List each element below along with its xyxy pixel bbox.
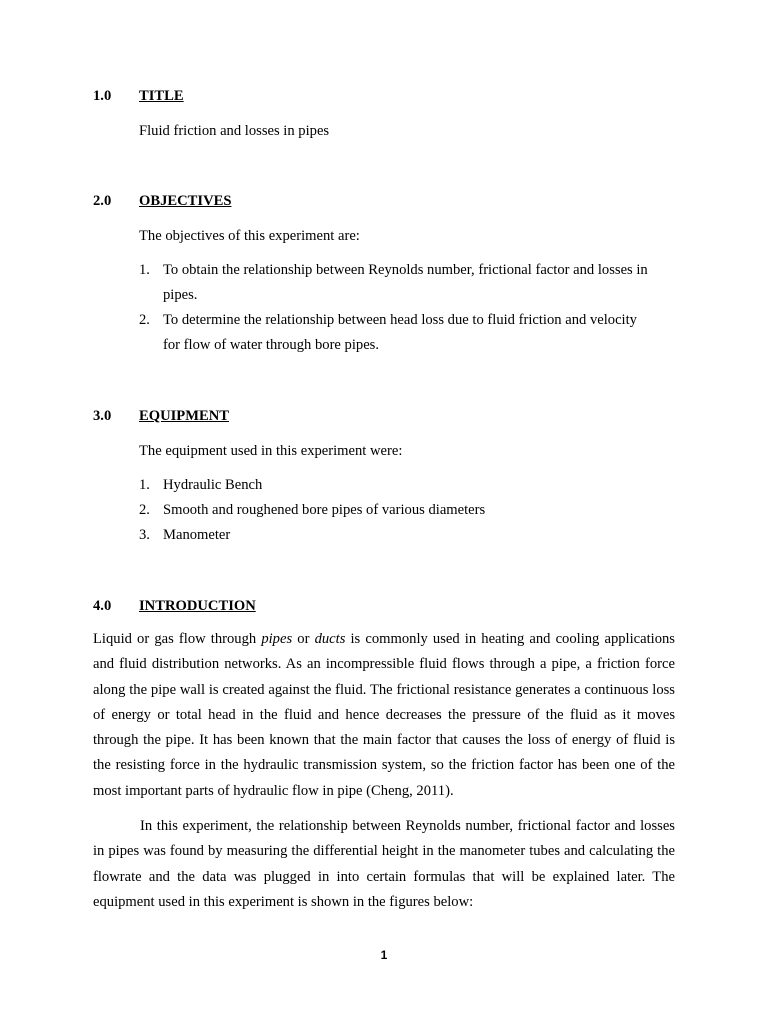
section-heading-title (93, 87, 184, 105)
introduction-paragraph-2: In this experiment, the relationship between Reynolds number, frictional factor and losses in pipes was found by measuring the differential height in the manometer tubes and calculating the flowrate and the data was plugged in into certain formulas that will be explained later. The equipment used in this experiment is shown in the figures below: (93, 818, 675, 910)
introduction-paragraph-1 (93, 627, 675, 804)
list-item (139, 258, 675, 308)
list-item (139, 308, 675, 358)
list-marker: 1. (139, 477, 150, 493)
section-number: 4.0 (93, 598, 112, 614)
page-number: 1 (380, 948, 388, 962)
list-item-text: Hydraulic Bench (163, 477, 263, 493)
section-label: OBJECTIVES (139, 193, 232, 209)
list-item-text-continued: for flow of water through bore pipes. (163, 337, 380, 353)
paragraph-text: or (292, 631, 315, 647)
list-marker: 2. (139, 502, 150, 518)
list-marker: 3. (139, 527, 150, 543)
section-label: TITLE (139, 88, 184, 104)
objectives-intro: The objectives of this experiment are: (139, 228, 360, 244)
list-item (139, 498, 675, 523)
section-label: INTRODUCTION (139, 598, 256, 614)
section-number: 3.0 (93, 408, 112, 424)
section-label: EQUIPMENT (139, 408, 229, 424)
list-item-text: To obtain the relationship between Reynolds number, frictional factor and losses in (163, 262, 648, 278)
list-marker: 2. (139, 312, 150, 328)
list-item-text: Smooth and roughened bore pipes of various diameters (163, 502, 486, 518)
paragraph-text: Liquid or gas flow through (93, 631, 262, 647)
list-item (139, 473, 675, 498)
emphasis-ducts: ducts (314, 631, 346, 647)
list-item-text: Manometer (163, 527, 231, 543)
list-item-text: To determine the relationship between head loss due to fluid friction and velocity (163, 312, 637, 328)
section-heading-introduction (93, 597, 256, 615)
section-heading-equipment (93, 407, 229, 425)
section-number: 2.0 (93, 193, 112, 209)
list-marker: 1. (139, 262, 150, 278)
paragraph-text: is commonly used in heating and cooling applications and fluid distribution networks. As an incompressible fluid flows through a pipe, a friction force along the pipe wall is created against the fluid. The frictional resistance generates a continuous loss of energy or total head in the fluid and hence decreases the pressure of the fluid as it moves through the pipe. It has been known that the main factor that causes the loss of energy of fluid is the resisting force in the hydraulic transmission system, so the friction factor has been one of the most important parts of hydraulic flow in pipe (Cheng, 2011). (93, 631, 675, 799)
equipment-intro: The equipment used in this experiment were: (139, 443, 403, 459)
section-heading-objectives (93, 192, 231, 210)
list-item-text-continued: pipes. (163, 287, 198, 303)
list-item (139, 523, 675, 548)
title-text: Fluid friction and losses in pipes (139, 123, 330, 139)
emphasis-pipes: pipes (261, 631, 293, 647)
section-number: 1.0 (93, 88, 112, 104)
